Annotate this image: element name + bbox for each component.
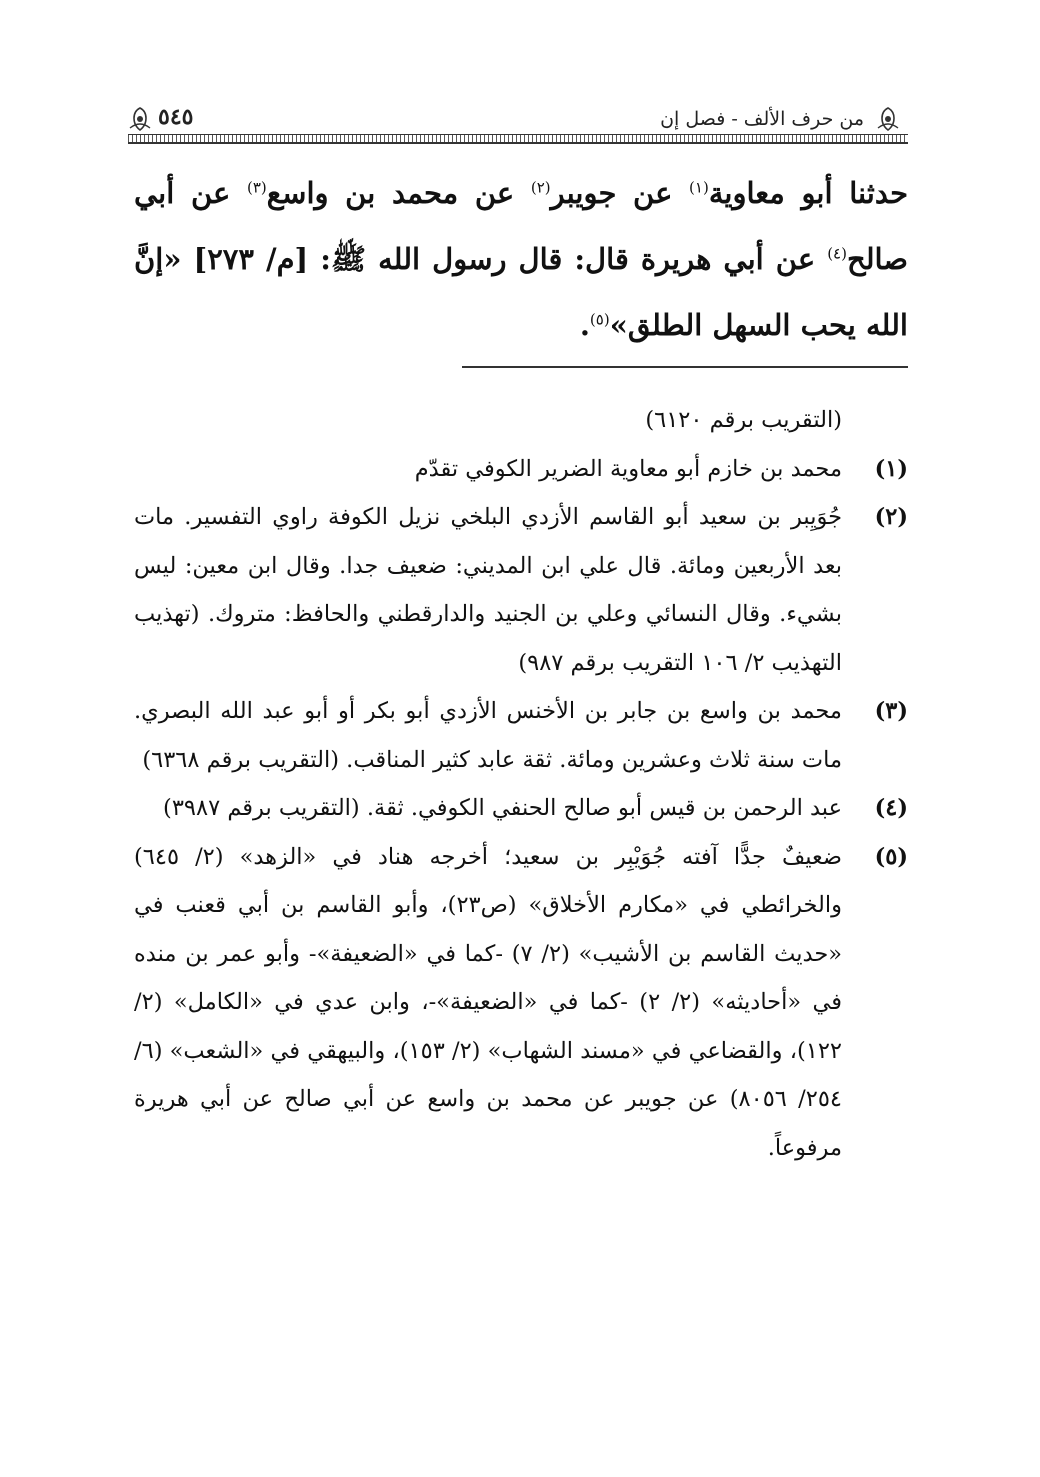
footnote-number: (٥) bbox=[874, 843, 908, 870]
footnote-item bbox=[134, 493, 908, 687]
running-title: من حرف الألف - فصل إن bbox=[660, 108, 864, 130]
footnote-ref: (٣) bbox=[246, 178, 267, 197]
footnote-item bbox=[134, 445, 908, 494]
text-segment: عن أبي هريرة قال: قال رسول الله ﷺ: [م/ ٢٧٣] «إنَّ الله يحب السهل الطلق» bbox=[134, 242, 908, 342]
hadith-text bbox=[134, 160, 908, 358]
footnote-item bbox=[134, 784, 908, 833]
header-rule bbox=[128, 134, 908, 144]
footnote-text: عبد الرحمن بن قيس أبو صالح الحنفي الكوفي. ثقة. (التقريب برقم ٣٩٨٧) bbox=[163, 795, 842, 821]
ornament-icon bbox=[876, 106, 900, 132]
footnotes bbox=[134, 396, 908, 1172]
footnote-text: محمد بن خازم أبو معاوية الضرير الكوفي تقدّم bbox=[414, 455, 842, 482]
text-segment: عن أبي صالح bbox=[134, 176, 908, 276]
text-segment: عن محمد بن واسع bbox=[266, 176, 531, 210]
footnote-number: (٣) bbox=[874, 698, 908, 724]
footnote-ref: (٥) bbox=[589, 310, 610, 329]
text-segment: . bbox=[579, 308, 590, 342]
footnote-number: (١) bbox=[874, 455, 908, 482]
footnote-item bbox=[134, 687, 908, 784]
footnote-item bbox=[134, 833, 908, 1173]
footnote-ref: (٢) bbox=[530, 178, 551, 197]
footnote-separator bbox=[462, 366, 908, 368]
footnote-ref: (١) bbox=[689, 178, 709, 197]
footnote-ref: (٤) bbox=[827, 244, 847, 263]
footnote-text: ضعيفٌ جدًّا آفته جُوَيْبِر بن سعيد؛ أخرجه هناد في «الزهد» (٢/ ٦٤٥) والخرائطي في «مكارم الأخلاق» (ص٢٣)، وأبو القاسم بن أبي قعنب في «حديث القاسم بن الأشيب» (٢/ ٧) -كما في «الضعيفة»- وأبو عمر بن منده في «أحاديثه» (٢/ ٢) -كما في «الضعيفة»-، وابن عدي في «الكامل» (٢/ ١٢٢)، والقضاعي في «مسند الشهاب» (٢/ ١٥٣)، والبيهقي في «الشعب» (٦/ ٢٥٤/ ٨٠٥٦) عن جويبر عن محمد بن واسع عن أبي صالح عن أبي هريرة مرفوعاً. bbox=[134, 843, 843, 1161]
hadith-paragraph bbox=[134, 160, 908, 358]
page-number: ٥٤٥ bbox=[158, 104, 194, 130]
footnote-text: جُوَيِبر بن سعيد أبو القاسم الأزدي البلخي نزيل الكوفة راوي التفسير. مات بعد الأربعين ومائة. قال علي ابن المديني: ضعيف جدا. وقال ابن معين: ليس بشيء. وقال النسائي وعلي بن الجنيد والدارقطني والحافظ: متروك. (تهذيب التهذيب ٢/ ١٠٦ التقريب برقم ٩٨٧) bbox=[134, 504, 842, 676]
footnote-text: محمد بن واسع بن جابر بن الأخنس الأزدي أبو بكر أو أبو عبد الله البصري. مات سنة ثلاث وعشرين ومائة. ثقة عابد كثير المناقب. (التقريب برقم ٦٣٦٨) bbox=[134, 698, 842, 773]
footnote-number: (٢) bbox=[874, 504, 908, 530]
footnote-intro: (التقريب برقم ٦١٢٠) bbox=[645, 407, 842, 433]
footnote-number: (٤) bbox=[874, 795, 908, 821]
text-segment: عن جويبر bbox=[550, 176, 690, 210]
ornament-icon bbox=[128, 106, 152, 132]
text-segment: حدثنا أبو معاوية bbox=[708, 176, 909, 210]
page-header bbox=[128, 100, 908, 144]
